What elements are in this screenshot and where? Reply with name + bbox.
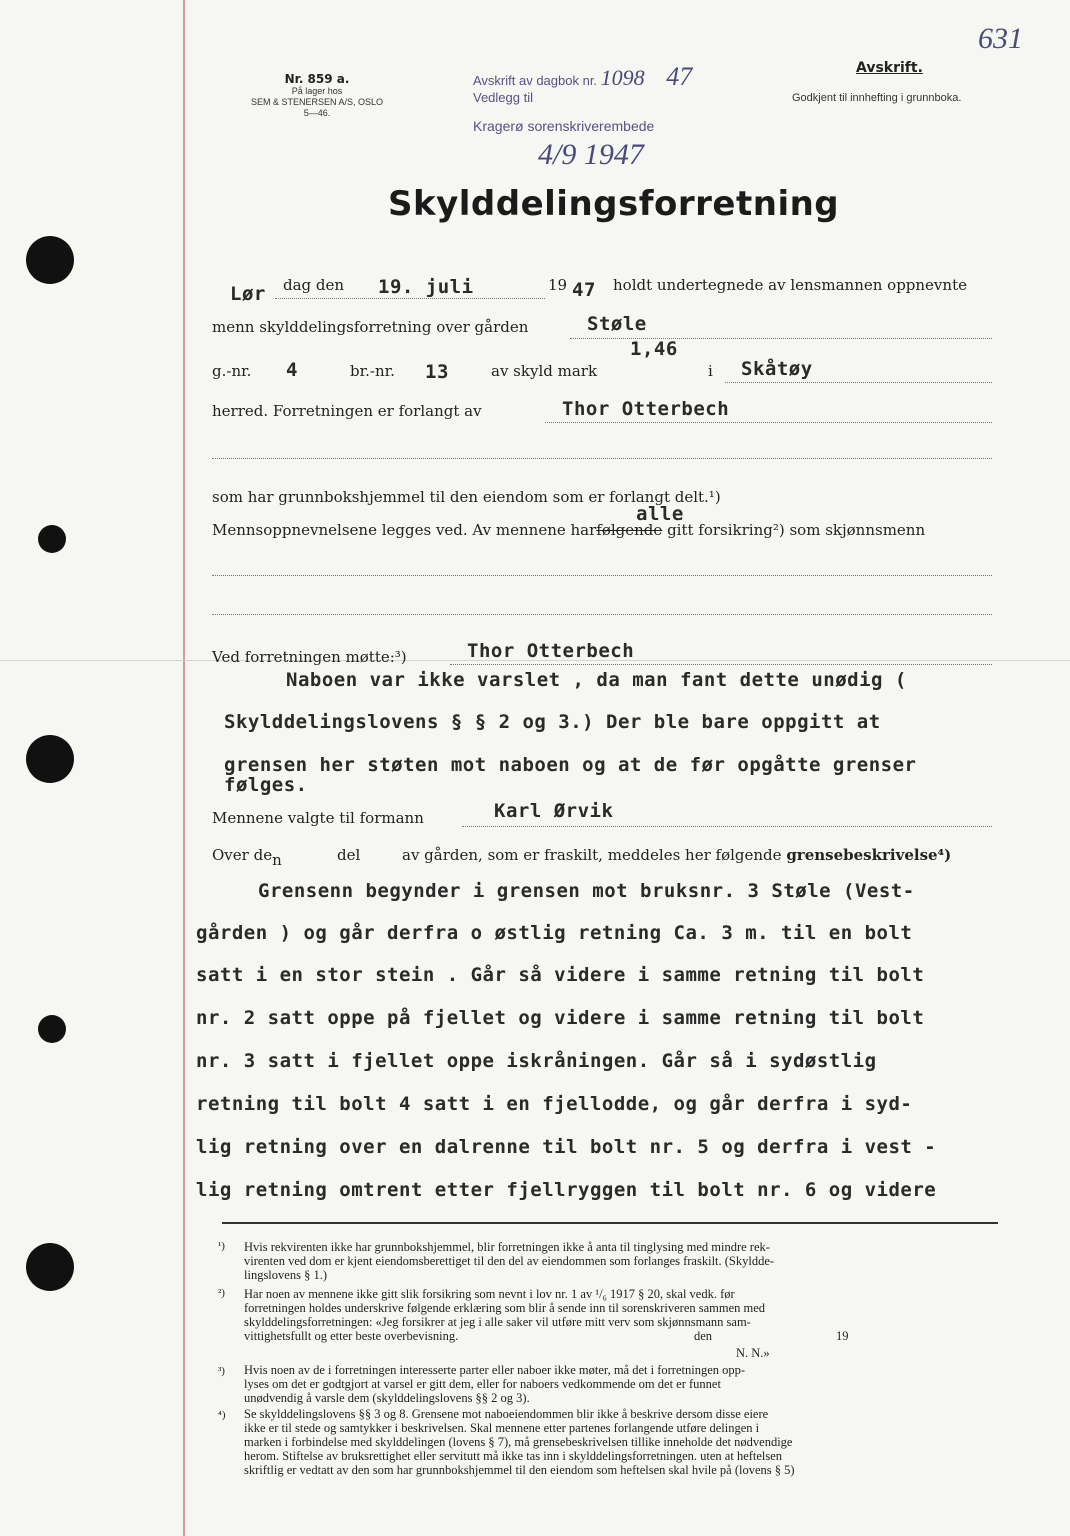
boundary-line: nr. 2 satt oppe på fjellet og videre i samme retning til bolt — [196, 1007, 925, 1029]
boundary-line: Grensenn begynder i grensen mot bruksnr. 3 Støle (Vest- — [258, 880, 915, 902]
skyld-value: 1,46 — [630, 338, 678, 360]
weekday-value: Lør — [230, 283, 266, 305]
boundary-line: lig retning over en dalrenne til bolt nr. 5 og derfra i vest - — [196, 1136, 937, 1158]
punch-hole — [38, 1015, 66, 1043]
typed-line: Naboen var ikke varslet , da man fant dette unødig ( — [286, 669, 907, 691]
stamp-line-3: Kragerø sorenskriverembede — [473, 118, 655, 134]
dotted-line — [462, 826, 992, 827]
dotted-line — [275, 298, 545, 299]
stamp-year: 47 — [666, 62, 693, 91]
boundary-line: retning til bolt 4 satt i en fjellodde, og går derfra i syd- — [196, 1093, 913, 1115]
attendee: Thor Otterbech — [467, 640, 635, 662]
skyld-text: av skyld mark — [491, 362, 598, 380]
form-number: Nr. 859 a. — [284, 72, 350, 86]
formann-text: Mennene valgte til formann — [212, 809, 424, 827]
menns-text: Mennsoppnevnelsene legges ved. Av mennene harfølgende gitt forsikring²) som skjønnsmenn — [212, 521, 926, 539]
herred-text: herred. Forretningen er forlangt av — [212, 402, 482, 420]
year-suffix: 47 — [572, 279, 596, 301]
footnote-3: Hvis noen av de i forretningen interesserte parter eller naboer ikke møter, må det i forretningen opp- lyses om det er godtgjort at varsel er gitt dem, eller for naboers vedkommende om det er funnet unødvendig å varsle dem (skylddelingslovens §§ 2 og 3). — [244, 1363, 746, 1405]
stamp-line-1: Avskrift av dagbok nr. 1098 47 — [473, 62, 693, 91]
motte-text: Ved forretningen møtte:³) — [212, 648, 407, 666]
typed-line: følges. — [224, 774, 308, 796]
year-prefix: 19 — [548, 276, 568, 294]
del-text: del — [337, 846, 361, 864]
gnr-label: g.-nr. — [212, 362, 252, 380]
inserted-word: alle — [636, 503, 684, 525]
farm-name: Støle — [587, 313, 647, 335]
footnote-number: ¹) — [218, 1240, 225, 1252]
boundary-line: satt i en stor stein . Går så videre i samme retning til bolt — [196, 964, 925, 986]
punch-hole — [26, 735, 74, 783]
footnote-2: Har noen av mennene ikke gitt slik forsikring som nevnt i lov nr. 1 av ¹/₆ 1917 § 20, skal vedk. før forretningen holdes underskrive følgende erklæring som blir å sende inn til sorenskriveren sammen med skylddelingsforretningen: «Jeg forsikrer at jeg i alle saker vil utføre mitt verv som skjønnsmann sam- vittighetsfullt og etter beste overbevisning. — [244, 1287, 766, 1343]
dotted-line — [450, 664, 992, 665]
form-stock-note: På lager hos — [291, 86, 343, 96]
grensebeskrivelse-label: grensebeskrivelse⁴) — [786, 846, 952, 864]
dag-den-label: dag den — [283, 276, 345, 294]
signature-19: 19 — [836, 1329, 849, 1343]
menn-text: menn skylddelingsforretning over gården — [212, 318, 529, 336]
page-number: 631 — [978, 22, 1023, 55]
over-text: Over den — [212, 846, 282, 869]
form-header — [232, 72, 402, 119]
typed-line: Skylddelingslovens § § 2 og 3.) Der ble bare oppgitt at — [224, 711, 881, 733]
dotted-line — [212, 458, 992, 459]
requested-by: Thor Otterbech — [562, 398, 730, 420]
chairman: Karl Ørvik — [494, 800, 614, 822]
punch-hole — [38, 525, 66, 553]
document-title: Skylddelingsforretning — [388, 184, 840, 224]
over-n: n — [272, 851, 282, 869]
stamp-dagbok-number: 1098 — [600, 65, 645, 90]
footnote-number: ³) — [218, 1365, 225, 1377]
dotted-line — [725, 382, 992, 383]
punch-hole — [26, 236, 74, 284]
footnote-number: ⁴) — [218, 1409, 226, 1421]
typed-line: grensen her støten mot naboen og at de før opgåtte grenser — [224, 754, 917, 776]
municipality-value: Skåtøy — [741, 358, 813, 380]
date-value: 19. juli — [378, 276, 474, 298]
grunnbok-text: som har grunnbokshjemmel til den eiendom som er forlangt delt.¹) — [212, 488, 721, 506]
signature-den: den — [694, 1329, 713, 1343]
boundary-line: lig retning omtrent etter fjellryggen til bolt nr. 6 og videre — [196, 1179, 937, 1201]
avgarden-text: av gården, som er fraskilt, meddeles her følgende grensebeskrivelse⁴) — [402, 846, 952, 864]
avskrift-label: Avskrift. — [856, 60, 923, 76]
footnote-1: Hvis rekvirenten ikke har grunnbokshjemmel, blir forretningen ikke å anta til tinglysing med mindre rek- virenten ved dom er kjent eiendomsberettiget til den del av eiendommen som forlanges fraskilt. (Skyldde- lingslovens § 1.) — [244, 1240, 775, 1282]
gnr-value: 4 — [286, 359, 298, 381]
footnote-number: ²) — [218, 1287, 225, 1299]
stamp-date: 4/9 1947 — [538, 138, 644, 171]
margin-line — [183, 0, 185, 1536]
struck-word: følgende — [596, 521, 663, 539]
bnr-label: br.-nr. — [350, 362, 395, 380]
dotted-line — [212, 575, 992, 576]
footnote-4: Se skylddelingslovens §§ 3 og 8. Grensene mot naboeiendommen blir ikke å beskrive dersom disse eiere ikke er til stede og samtykker i beskrivelsen. Skal mennene etter partenes forlangende utføre delingen i marken i forbindelse med skylddelingen (lovens § 7), må grensebeskrivelsen tillike inneholde det nødvendige herom. Stiftelse av bruksrettighet eller servitutt må ikke tas inn i skylddelingsforretningen. uten at heftelsen skriftlig er vedtatt av den som har grunnbokshjemmel til den eiendom som heftelsen skal hvile på (lovens § 5) — [244, 1407, 795, 1477]
dotted-line — [212, 614, 992, 615]
boundary-line: nr. 3 satt i fjellet oppe iskråningen. Går så i sydøstlig — [196, 1050, 877, 1072]
punch-hole — [26, 1243, 74, 1291]
stamp-line-2: Vedlegg til — [473, 90, 533, 105]
signature-nn: N. N.» — [736, 1346, 770, 1360]
boundary-line: gården ) og går derfra o østlig retning Ca. 3 m. til en bolt — [196, 922, 913, 944]
avskrift-note: Godkjent til innhefting i grunnboka. — [792, 92, 962, 104]
footnote-rule — [222, 1222, 998, 1224]
i-label: i — [708, 362, 713, 380]
form-date: 5—46. — [303, 108, 331, 118]
bnr-value: 13 — [425, 361, 449, 383]
form-publisher: SEM & STENERSEN A/S, OSLO — [250, 97, 384, 107]
holdt-text: holdt undertegnede av lensmannen oppnevnte — [613, 276, 967, 294]
dotted-line — [545, 422, 992, 423]
